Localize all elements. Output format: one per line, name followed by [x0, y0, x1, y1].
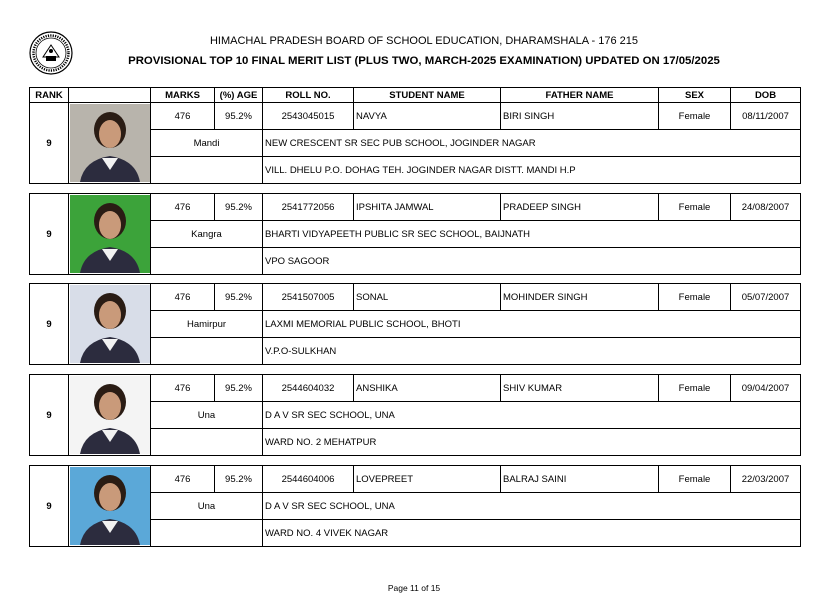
- sex-cell: Female: [659, 466, 731, 493]
- column-header-row: [29, 87, 801, 103]
- district-cell: Hamirpur: [151, 311, 263, 338]
- father-name-cell: BALRAJ SAINI: [501, 466, 659, 493]
- header-photo: [69, 88, 151, 103]
- sex-cell: Female: [659, 194, 731, 221]
- dob-cell: 24/08/2007: [731, 194, 801, 221]
- address-cell: VPO SAGOOR: [263, 248, 801, 275]
- father-name-cell: BIRI SINGH: [501, 103, 659, 130]
- merit-record: [29, 465, 800, 547]
- student-photo: [69, 466, 151, 547]
- district-cell: Mandi: [151, 130, 263, 157]
- father-name-cell: PRADEEP SINGH: [501, 194, 659, 221]
- district-cell: Kangra: [151, 221, 263, 248]
- dob-cell: 22/03/2007: [731, 466, 801, 493]
- header-student-name: STUDENT NAME: [354, 88, 501, 103]
- roll-no-cell: 2541507005: [263, 284, 354, 311]
- rank-cell: 9: [30, 375, 69, 456]
- student-name-cell: ANSHIKA: [354, 375, 501, 402]
- page-title: PROVISIONAL TOP 10 FINAL MERIT LIST (PLUS TWO, MARCH-2025 EXAMINATION) UPDATED ON 17/05/2025: [128, 55, 720, 67]
- rank-cell: 9: [30, 466, 69, 547]
- student-photo-image: [70, 376, 150, 454]
- father-name-cell: MOHINDER SINGH: [501, 284, 659, 311]
- dob-cell: 05/07/2007: [731, 284, 801, 311]
- school-cell: D A V SR SEC SCHOOL, UNA: [263, 402, 801, 429]
- roll-no-cell: 2544604006: [263, 466, 354, 493]
- district-cell: Una: [151, 402, 263, 429]
- student-photo-image: [70, 104, 150, 182]
- address-cell: V.P.O-SULKHAN: [263, 338, 801, 365]
- student-photo-image: [70, 285, 150, 363]
- sex-cell: Female: [659, 103, 731, 130]
- merit-record: [29, 374, 800, 456]
- dob-cell: 09/04/2007: [731, 375, 801, 402]
- rank-cell: 9: [30, 103, 69, 184]
- header-marks: MARKS: [151, 88, 215, 103]
- student-photo: [69, 284, 151, 365]
- blank-cell: [151, 157, 263, 184]
- student-photo: [69, 103, 151, 184]
- blank-cell: [151, 520, 263, 547]
- address-cell: VILL. DHELU P.O. DOHAG TEH. JOGINDER NAGAR DISTT. MANDI H.P: [263, 157, 801, 184]
- student-photo: [69, 375, 151, 456]
- district-cell: Una: [151, 493, 263, 520]
- rank-cell: 9: [30, 194, 69, 275]
- marks-cell: 476: [151, 466, 215, 493]
- dob-cell: 08/11/2007: [731, 103, 801, 130]
- roll-no-cell: 2543045015: [263, 103, 354, 130]
- page-number: Page 11 of 15: [387, 583, 441, 593]
- address-cell: WARD NO. 4 VIVEK NAGAR: [263, 520, 801, 547]
- address-cell: WARD NO. 2 MEHATPUR: [263, 429, 801, 456]
- percentage-cell: 95.2%: [215, 466, 263, 493]
- blank-cell: [151, 338, 263, 365]
- marks-cell: 476: [151, 375, 215, 402]
- rank-cell: 9: [30, 284, 69, 365]
- student-name-cell: LOVEPREET: [354, 466, 501, 493]
- student-name-cell: SONAL: [354, 284, 501, 311]
- marks-cell: 476: [151, 194, 215, 221]
- school-cell: LAXMI MEMORIAL PUBLIC SCHOOL, BHOTI: [263, 311, 801, 338]
- student-name-cell: NAVYA: [354, 103, 501, 130]
- student-photo: [69, 194, 151, 275]
- header-sex: SEX: [659, 88, 731, 103]
- student-photo-image: [70, 195, 150, 273]
- roll-no-cell: 2541772056: [263, 194, 354, 221]
- father-name-cell: SHIV KUMAR: [501, 375, 659, 402]
- percentage-cell: 95.2%: [215, 375, 263, 402]
- school-cell: BHARTI VIDYAPEETH PUBLIC SR SEC SCHOOL, BAIJNATH: [263, 221, 801, 248]
- blank-cell: [151, 429, 263, 456]
- sex-cell: Female: [659, 375, 731, 402]
- merit-record: [29, 193, 800, 275]
- school-cell: NEW CRESCENT SR SEC PUB SCHOOL, JOGINDER NAGAR: [263, 130, 801, 157]
- percentage-cell: 95.2%: [215, 284, 263, 311]
- merit-record: [29, 283, 800, 365]
- percentage-cell: 95.2%: [215, 103, 263, 130]
- merit-record: [29, 102, 800, 184]
- student-photo-image: [70, 467, 150, 545]
- blank-cell: [151, 248, 263, 275]
- marks-cell: 476: [151, 284, 215, 311]
- percentage-cell: 95.2%: [215, 194, 263, 221]
- roll-no-cell: 2544604032: [263, 375, 354, 402]
- marks-cell: 476: [151, 103, 215, 130]
- header-percentage: (%) AGE: [215, 88, 263, 103]
- school-cell: D A V SR SEC SCHOOL, UNA: [263, 493, 801, 520]
- header-dob: DOB: [731, 88, 801, 103]
- header-father-name: FATHER NAME: [501, 88, 659, 103]
- board-name: HIMACHAL PRADESH BOARD OF SCHOOL EDUCATION, DHARAMSHALA - 176 215: [209, 35, 639, 47]
- header-roll-no: ROLL NO.: [263, 88, 354, 103]
- student-name-cell: IPSHITA JAMWAL: [354, 194, 501, 221]
- sex-cell: Female: [659, 284, 731, 311]
- header-rank: RANK: [30, 88, 69, 103]
